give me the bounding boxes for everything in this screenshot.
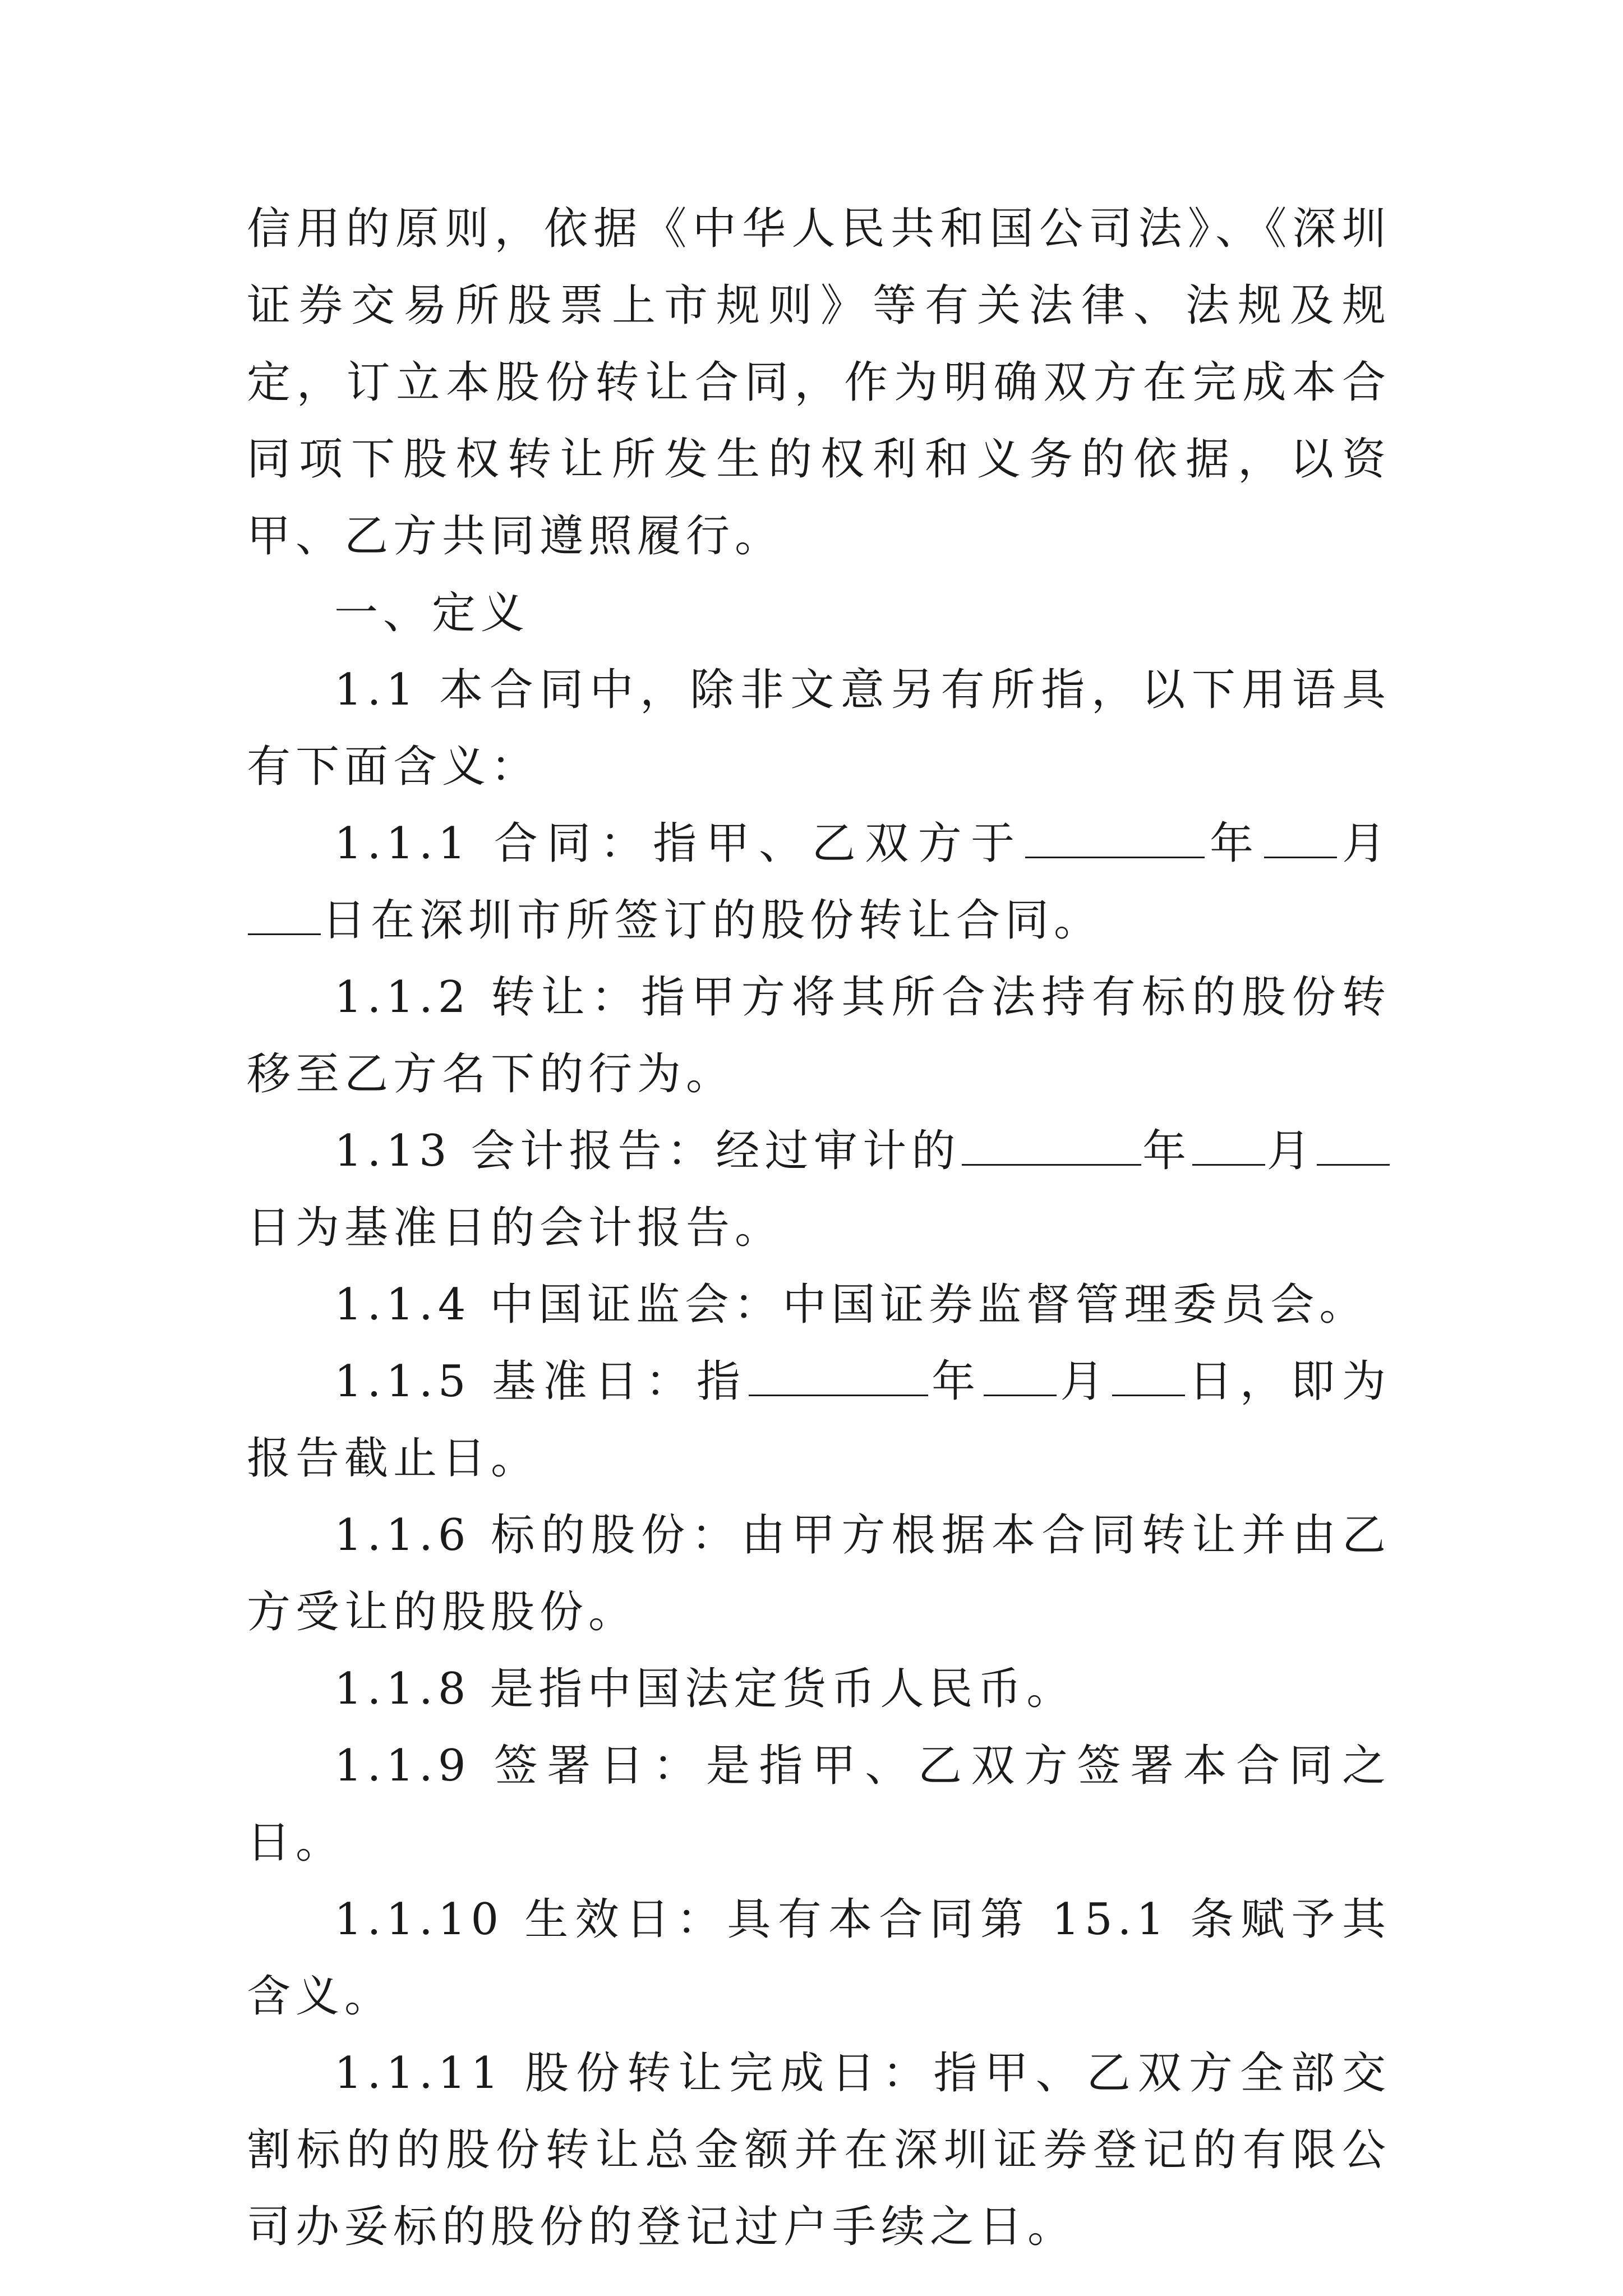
clause-1-1-5	[247, 1343, 1391, 1497]
clause-1-1-8: 1.1.8 是指中国法定货币人民币。	[334, 1664, 1076, 1714]
day-blank	[248, 894, 321, 935]
clause-1-1-11: 1.1.11 股份转让完成日：指甲、乙双方全部交割标的的股份转让总金额并在深圳证券登记的有限公司办妥标的股份的登记过户手续之日。	[247, 2048, 1391, 2252]
day-blank	[1317, 1125, 1390, 1166]
clause-1-1-1-prefix: 1.1.1 合同：指甲、乙双方于	[334, 818, 1024, 869]
clause-1-1-9: 1.1.9 签署日：是指甲、乙双方签署本合同之日。	[247, 1741, 1391, 1868]
clause-1-1-5-prefix: 1.1.5 基准日：指	[334, 1356, 748, 1407]
month-blank	[984, 1355, 1057, 1396]
clause-1-1-1	[247, 806, 1391, 959]
year-blank	[749, 1355, 928, 1396]
month-label: 月	[1058, 1356, 1112, 1407]
clause-1-1-3	[247, 1113, 1391, 1267]
month-blank	[1192, 1125, 1265, 1166]
day-label: 日，即为报告截止日。	[247, 1356, 1391, 1484]
clause-1-1-2: 1.1.2 转让：指甲方将其所合法持有标的股份转移至乙方名下的行为。	[247, 972, 1391, 1099]
year-label: 年	[1205, 818, 1263, 869]
clause-1-1-6: 1.1.6 标的股份：由甲方根据本合同转让并由乙方受让的股股份。	[247, 1510, 1391, 1637]
clause-1-1-1-suffix: 在深圳市所签订的股份转让合同。	[371, 895, 1103, 946]
clause-1-1-3-suffix: 基准日的会计报告。	[344, 1203, 784, 1253]
clause-1-1-3-prefix: 1.13 会计报告：经过审计的	[334, 1126, 961, 1176]
year-label: 年	[1142, 1126, 1192, 1176]
intro-paragraph: 信用的原则，依据《中华人民共和国公司法》、《深圳证券交易所股票上市规则》等有关法律、法规及规定，订立本股份转让合同，作为明确双方在完成本合同项下股权转让所发生的权利和义务的依据，以资甲、乙方共同遵照履行。	[247, 204, 1391, 562]
clause-1-1-4: 1.1.4 中国证监会：中国证券监督管理委员会。	[334, 1280, 1368, 1330]
document-page	[247, 191, 1391, 2266]
year-blank	[1025, 817, 1205, 858]
section-heading-definitions: 一、定义	[334, 588, 530, 638]
day-blank	[1112, 1355, 1185, 1396]
year-label: 年	[929, 1356, 983, 1407]
month-label: 月	[1266, 1126, 1316, 1176]
month-label: 月	[1338, 818, 1391, 869]
day-label: 日为	[247, 1203, 345, 1253]
clause-1-1: 1.1 本合同中，除非文意另有所指，以下用语具有下面含义：	[247, 665, 1391, 792]
month-blank	[1264, 817, 1337, 858]
year-blank	[962, 1125, 1141, 1166]
clause-1-1-10: 1.1.10 生效日：具有本合同第 15.1 条赋予其含义。	[247, 1894, 1391, 2022]
day-label: 日	[322, 895, 371, 946]
